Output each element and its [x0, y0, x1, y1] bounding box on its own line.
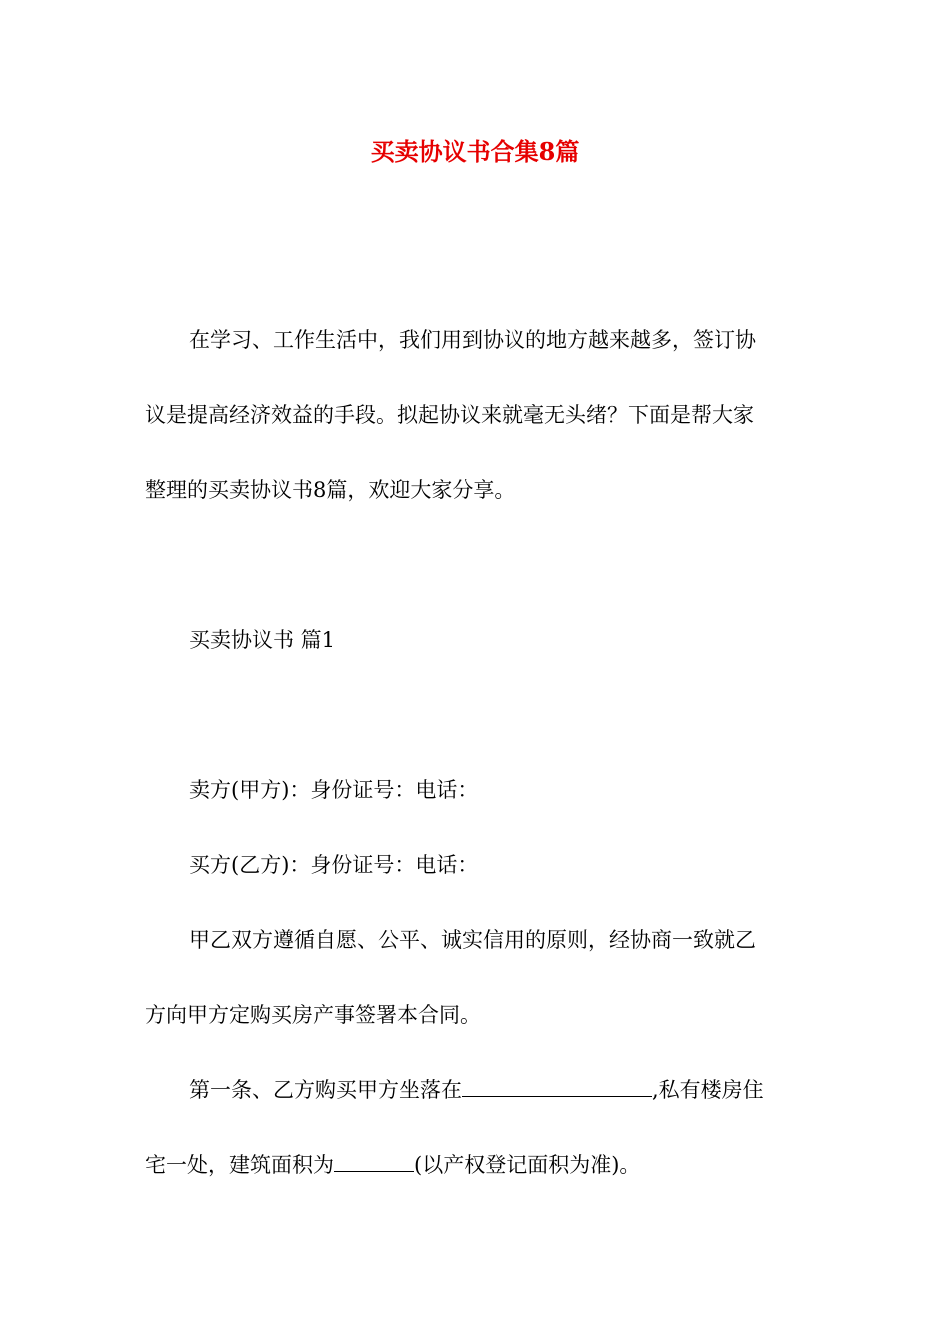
article-1-text-b: ,私有楼房住	[652, 1078, 764, 1102]
article-1-line-1	[189, 1072, 764, 1108]
intro-line-2: 议是提高经济效益的手段。拟起协议来就毫无头绪？下面是帮大家	[145, 403, 754, 427]
principle-line-2: 方向甲方定购买房产事签署本合同。	[145, 1003, 481, 1027]
section-heading: 买卖协议书 篇1	[189, 628, 336, 652]
intro-line-3: 整理的买卖协议书8篇，欢迎大家分享。	[145, 478, 516, 502]
intro-line-1: 在学习、工作生活中，我们用到协议的地方越来越多，签订协	[189, 328, 756, 352]
article-1-text-c: 宅一处，建筑面积为	[145, 1153, 334, 1177]
document-title: 买卖协议书合集8篇	[370, 137, 580, 166]
area-blank	[334, 1147, 414, 1172]
article-1-text-d: (以产权登记面积为准)。	[414, 1153, 641, 1177]
article-1-text-a: 第一条、乙方购买甲方坐落在	[189, 1078, 462, 1102]
principle-line-1: 甲乙双方遵循自愿、公平、诚实信用的原则，经协商一致就乙	[189, 928, 756, 952]
buyer-line: 买方(乙方)：身份证号：电话：	[189, 853, 479, 877]
location-blank	[462, 1072, 652, 1097]
article-1-line-2	[145, 1147, 640, 1183]
seller-line: 卖方(甲方)：身份证号：电话：	[189, 778, 479, 802]
